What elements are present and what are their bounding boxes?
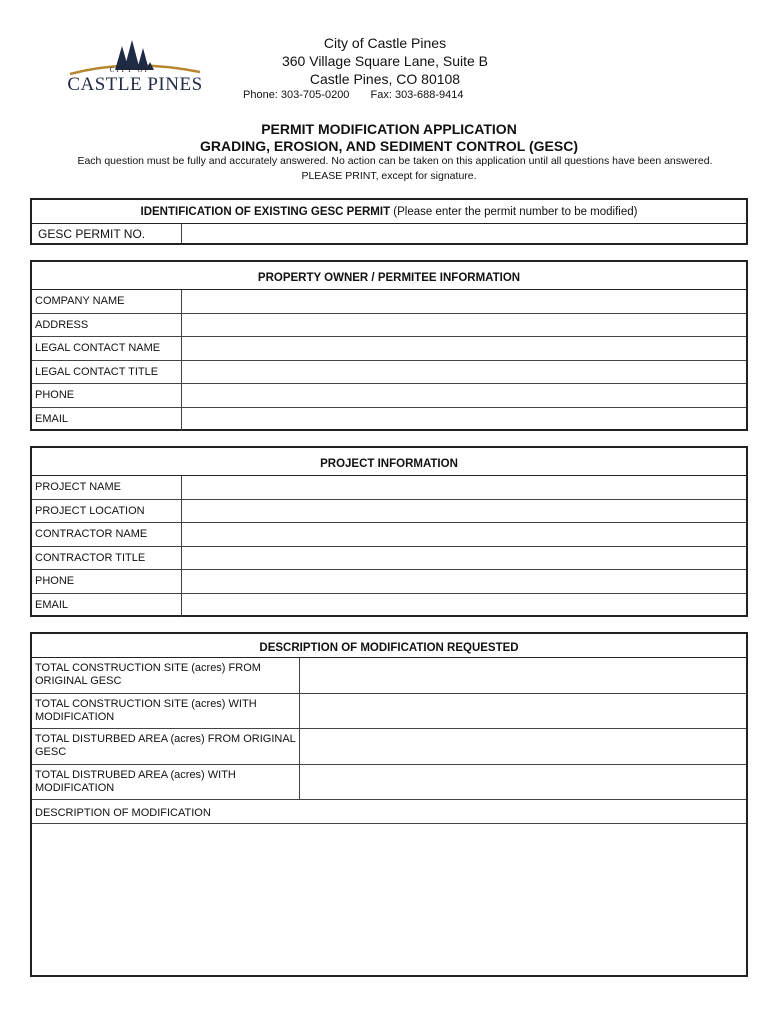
field-label: EMAIL: [32, 408, 182, 432]
form-row: [32, 361, 746, 385]
form-row: [32, 729, 746, 765]
castle-pines-logo: [60, 40, 210, 102]
form-row: [32, 523, 746, 547]
form-row: [32, 570, 746, 594]
field-label: ADDRESS: [32, 314, 182, 337]
project-heading: PROJECT INFORMATION: [32, 448, 746, 476]
form-row: [32, 337, 746, 361]
description-label: DESCRIPTION OF MODIFICATION: [32, 800, 746, 824]
form-row: [32, 476, 746, 500]
field-label: EMAIL: [32, 594, 182, 618]
owner-email-field[interactable]: [182, 408, 746, 432]
form-subtitle: GRADING, EROSION, AND SEDIMENT CONTROL (GESC): [199, 138, 578, 154]
form-row: [32, 224, 746, 243]
contractor-name-field[interactable]: [182, 523, 746, 546]
project-name-field[interactable]: [182, 476, 746, 499]
form-row: [32, 384, 746, 408]
gesc-permit-no-field[interactable]: [182, 224, 746, 243]
print-note: PLEASE PRINT, except for signature.: [301, 170, 477, 182]
project-phone-field[interactable]: [182, 570, 746, 593]
owner-company-name-field[interactable]: [182, 290, 746, 313]
project-email-field[interactable]: [182, 594, 746, 618]
logo-name-text: CASTLE PINES: [67, 74, 203, 95]
owner-legal-contact-title-field[interactable]: [182, 361, 746, 384]
field-label: PHONE: [32, 570, 182, 593]
field-label: PHONE: [32, 384, 182, 407]
identification-note: (Please enter the permit number to be modified): [390, 206, 638, 218]
form-row: [32, 658, 746, 694]
modification-heading: DESCRIPTION OF MODIFICATION REQUESTED: [32, 634, 746, 658]
identification-heading: IDENTIFICATION OF EXISTING GESC PERMIT (Please enter the permit number to be modified): [32, 200, 746, 224]
contact-line: [243, 89, 463, 101]
field-label: TOTAL CONSTRUCTION SITE (acres) FROM ORIGINAL GESC: [32, 658, 300, 693]
field-label: CONTRACTOR NAME: [32, 523, 182, 546]
field-label: PROJECT LOCATION: [32, 500, 182, 523]
description-textarea[interactable]: [32, 824, 746, 974]
field-label: LEGAL CONTACT TITLE: [32, 361, 182, 384]
owner-heading: PROPERTY OWNER / PERMITEE INFORMATION: [32, 262, 746, 290]
form-title: PERMIT MODIFICATION APPLICATION: [261, 121, 517, 137]
logo-city-text: CITY OF: [109, 66, 151, 74]
site-acres-modified-field[interactable]: [300, 694, 746, 729]
form-row: [32, 765, 746, 801]
owner-phone-field[interactable]: [182, 384, 746, 407]
form-row: [32, 594, 746, 618]
form-row: [32, 694, 746, 730]
instruction-text: Each question must be fully and accurately answered. No action can be taken on this application until all questions have been answered.: [77, 155, 713, 167]
form-row: [32, 500, 746, 524]
field-label-gesc-permit-no: GESC PERMIT NO.: [32, 224, 182, 243]
org-name: City of Castle Pines: [323, 35, 447, 51]
form-row: [32, 290, 746, 314]
form-row: [32, 314, 746, 338]
project-location-field[interactable]: [182, 500, 746, 523]
identification-section: [30, 198, 748, 245]
field-label: TOTAL CONSTRUCTION SITE (acres) WITH MODIFICATION: [32, 694, 300, 729]
field-label: TOTAL DISTURBED AREA (acres) FROM ORIGINAL GESC: [32, 729, 300, 764]
modification-section: [30, 632, 748, 977]
field-label: LEGAL CONTACT NAME: [32, 337, 182, 360]
contractor-title-field[interactable]: [182, 547, 746, 570]
owner-legal-contact-name-field[interactable]: [182, 337, 746, 360]
fax-number: Fax: 303-688-9414: [370, 89, 464, 101]
disturbed-acres-original-field[interactable]: [300, 729, 746, 764]
owner-address-field[interactable]: [182, 314, 746, 337]
project-section: [30, 446, 748, 617]
field-label: TOTAL DISTRUBED AREA (acres) WITH MODIFICATION: [32, 765, 300, 800]
disturbed-acres-modified-field[interactable]: [300, 765, 746, 800]
form-row: [32, 408, 746, 432]
site-acres-original-field[interactable]: [300, 658, 746, 693]
field-label: PROJECT NAME: [32, 476, 182, 499]
phone-number: Phone: 303-705-0200: [243, 89, 350, 101]
field-label: CONTRACTOR TITLE: [32, 547, 182, 570]
org-street: 360 Village Square Lane, Suite B: [281, 53, 488, 69]
form-row: [32, 547, 746, 571]
field-label: COMPANY NAME: [32, 290, 182, 313]
org-city: Castle Pines, CO 80108: [309, 71, 461, 87]
owner-section: [30, 260, 748, 431]
